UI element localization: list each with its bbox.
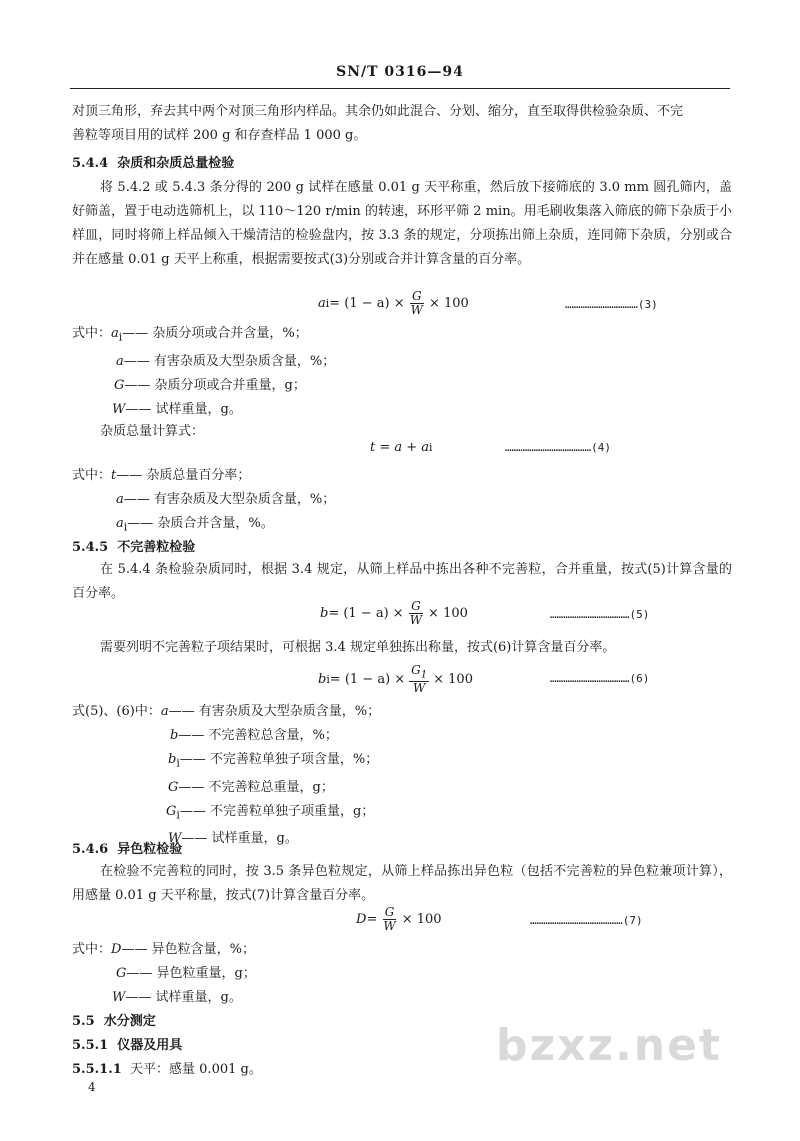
- legend-row: W—— 试样重量，g。: [112, 401, 242, 417]
- watermark-logo: bzxz.net: [495, 1020, 722, 1071]
- equation-number-3: ……………………………(3): [565, 298, 658, 311]
- legend-row: G—— 杂质分项或合并重量，g；: [114, 377, 306, 393]
- equation-number-5: ………………………………(5): [550, 608, 650, 621]
- paragraph-5-4-4: 将 5.4.2 或 5.4.3 条分得的 200 g 试样在感量 0.01 g 天平称重，然后放下接筛底的 3.0 mm 圆孔筛内，盖好筛盖，置于电动选筛机上，以 110～120 r/min 的转速，环形平筛 2 min。用毛刷收集落入筛底的筛下杂质于小样皿，同时将筛上样品倾入干燥清洁的检验盘内，按 3.3 条的规定，分项拣出筛上杂质，连同筛下杂质，分别或合并在感量 0.01 g 天平上称重，根据需要按式(3)分别或合并计算含量的百分率。: [72, 180, 732, 267]
- legend-formula-3: [72, 322, 335, 422]
- fraction: $\frac{G}{W}$: [410, 289, 423, 317]
- formula-6: b i = (1 − a) × $\frac{G_1}{W}$ × 100: [318, 663, 473, 696]
- fraction: $\frac{G}{W}$: [409, 599, 423, 627]
- document-header: SN/T 0316—94: [336, 64, 464, 80]
- section-heading-5-4-4: 5.4.4 杂质和杂质总量检验: [72, 156, 235, 171]
- legend-row: G—— 不完善粒总重量，g；: [168, 779, 334, 795]
- section-heading-5-4-6: 5.4.6 异色粒检验: [72, 842, 183, 857]
- legend-formula-7: [72, 938, 256, 1010]
- header-rule: [70, 88, 730, 89]
- legend-row: a—— 有害杂质及大型杂质含量，%；: [116, 492, 336, 507]
- legend-row: 式中：D—— 异色粒含量，%；: [72, 942, 255, 957]
- formula-3: a i = (1 − a) × $\frac{G}{W}$ × 100: [318, 289, 469, 317]
- equation-number-4: …………………………………(4): [505, 441, 611, 454]
- section-heading-5-5-1-1: 5.5.1.1 天平：感量 0.001 g。: [72, 1062, 262, 1077]
- legend-formula-4: [72, 464, 335, 540]
- equation-number-7: ……………………………………(7): [530, 914, 643, 927]
- legend-row: 式(5)、(6)中：a—— 有害杂质及大型杂质含量，%；: [72, 704, 381, 719]
- legend-row: W—— 试样重量，g。: [168, 831, 298, 847]
- legend-formula-5-6: [72, 700, 380, 851]
- legend-row: a—— 有害杂质及大型杂质含量，%；: [116, 353, 336, 369]
- legend-row: G—— 异色粒重量，g；: [116, 966, 256, 981]
- paragraph-continued: [72, 100, 732, 148]
- legend-row: 式中：$a_i——$ 杂质分项或合并含量，%；: [72, 326, 308, 344]
- formula-7: D = $\frac{G}{W}$ × 100: [356, 905, 442, 933]
- paragraph-5-4-5: 在 5.4.4 条检验杂质同时，根据 3.4 规定，从筛上样品中拣出各种不完善粒，合并重量，按式(5)计算含量的百分率。: [72, 562, 732, 601]
- text-line: 善粒等项目用的试样 200 g 和存查样品 1 000 g。: [72, 128, 367, 143]
- page-number: 4: [88, 1080, 96, 1094]
- legend-row: W—— 试样重量，g。: [112, 990, 242, 1005]
- section-heading-5-5: 5.5 水分测定: [72, 1014, 156, 1029]
- formula-5: b = (1 − a) × $\frac{G}{W}$ × 100: [320, 599, 468, 627]
- paragraph-5-4-6: 在检验不完善粒的同时，按 3.5 条异色粒规定，从筛上样品拣出异色粒（包括不完善粒的异色粒兼项计算），用感量 0.01 g 天平称量，按式(7)计算含量百分率。: [72, 864, 732, 903]
- equation-number-6: ………………………………(6): [550, 672, 650, 685]
- legend-row: $b_i——$ 不完善粒单独子项含量，%；: [168, 752, 379, 770]
- total-calc-label: 杂质总量计算式：: [100, 424, 205, 439]
- section-heading-5-5-1: 5.5.1 仪器及用具: [72, 1038, 183, 1053]
- legend-row: $a_i——$ 杂质合并含量，%。: [116, 516, 274, 534]
- fraction: $\frac{G_1}{W}$: [411, 663, 428, 696]
- legend-row: 式中：t—— 杂质总量百分率；: [72, 468, 251, 483]
- fraction: $\frac{G}{W}$: [383, 905, 396, 933]
- text-line: 对顶三角形，弃去其中两个对顶三角形内样品。其余仍如此混合、分划、缩分，直至取得供检验杂质、不完: [72, 104, 684, 119]
- paragraph-5-4-5-subitems: 需要列明不完善粒子项结果时，可根据 3.4 规定单独拣出称量，按式(6)计算含量百分率。: [100, 640, 616, 655]
- legend-row: $G_i——$ 不完善粒单独子项重量，g；: [166, 803, 375, 822]
- legend-row: b—— 不完善粒总含量，%；: [170, 728, 338, 743]
- formula-4: t = a + a i: [370, 440, 433, 455]
- section-heading-5-4-5: 5.4.5 不完善粒检验: [72, 540, 196, 555]
